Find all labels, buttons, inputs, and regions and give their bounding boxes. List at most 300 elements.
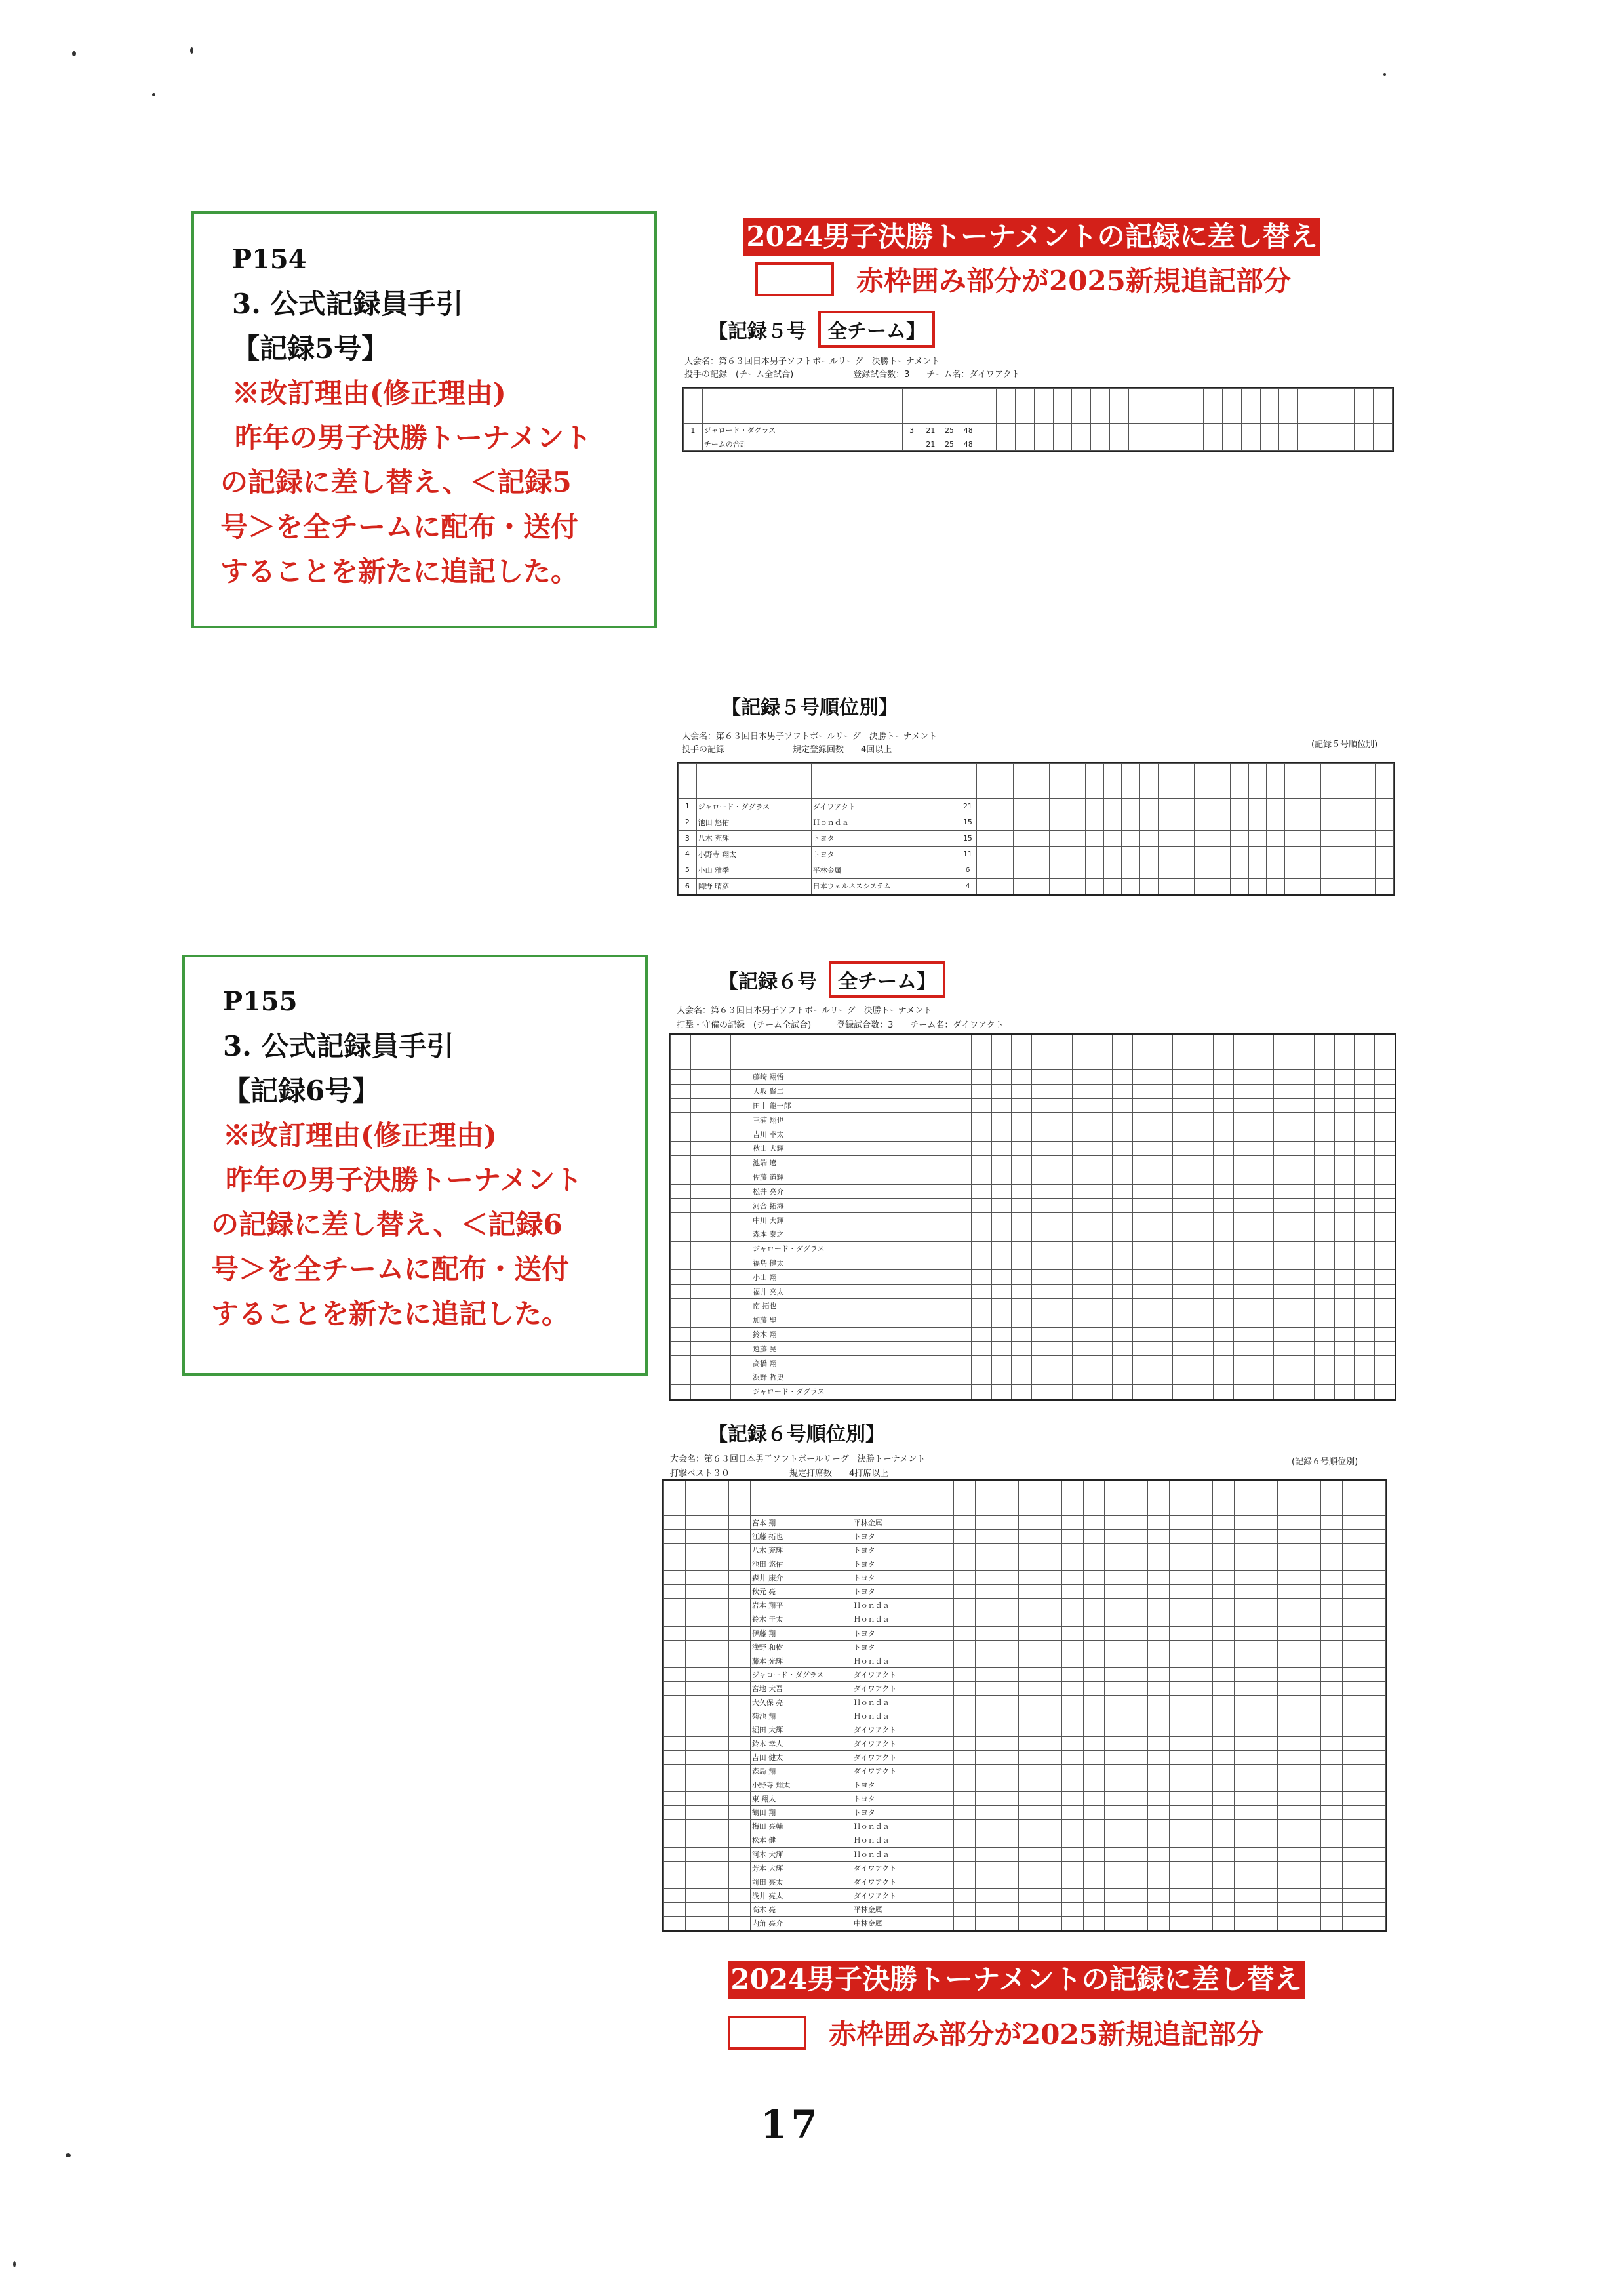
team-name: ダイワアクト xyxy=(852,1751,953,1765)
team-name: Ｈｏｎｄａ xyxy=(852,1709,953,1723)
table-cell xyxy=(664,1626,686,1640)
table-cell xyxy=(1299,1667,1321,1681)
table-cell xyxy=(664,1778,686,1792)
table-cell xyxy=(1105,1640,1126,1654)
table-cell xyxy=(1254,1227,1274,1241)
table-cell xyxy=(1314,1070,1334,1085)
table-cell xyxy=(1040,1916,1061,1930)
table-cell xyxy=(1092,1256,1113,1270)
table-cell xyxy=(1278,1654,1299,1667)
table-cell xyxy=(1034,424,1053,437)
table-cell xyxy=(1113,1370,1133,1385)
table-cell xyxy=(1018,1681,1040,1695)
table-cell xyxy=(1274,1213,1294,1227)
table-cell xyxy=(707,1792,728,1806)
table-row xyxy=(679,799,1394,814)
table-cell xyxy=(997,1888,1018,1902)
table-cell xyxy=(1061,1861,1083,1875)
table-cell xyxy=(1342,1585,1364,1599)
header-cell xyxy=(1375,1035,1395,1070)
table-cell xyxy=(1018,1847,1040,1861)
table-cell xyxy=(1012,1184,1032,1199)
table-cell xyxy=(953,1902,975,1916)
table-cell xyxy=(1274,1155,1294,1170)
table-cell xyxy=(971,1356,991,1370)
table-cell xyxy=(1342,1737,1364,1751)
table-cell xyxy=(1012,1270,1032,1285)
table-cell xyxy=(1128,424,1147,437)
table-cell xyxy=(685,1792,707,1806)
table-cell xyxy=(1105,1847,1126,1861)
table-cell xyxy=(1170,1571,1191,1585)
table-cell xyxy=(1278,1612,1299,1626)
table-cell xyxy=(1294,1285,1315,1299)
table-cell xyxy=(1193,1227,1214,1241)
table-cell xyxy=(1061,1902,1083,1916)
table-cell xyxy=(1132,1113,1153,1127)
table-cell xyxy=(731,1313,751,1327)
table-cell xyxy=(711,1098,731,1113)
table-cell xyxy=(1018,1765,1040,1778)
table-cell xyxy=(707,1820,728,1833)
table-cell xyxy=(1364,1681,1385,1695)
table-cell xyxy=(1052,1213,1072,1227)
table-cell xyxy=(1061,1778,1083,1792)
table-cell xyxy=(685,1654,707,1667)
table-cell xyxy=(1148,1530,1170,1544)
table-cell xyxy=(1191,1530,1213,1544)
table-cell xyxy=(1018,1902,1040,1916)
table-cell xyxy=(1213,1640,1235,1654)
table-cell xyxy=(1083,1667,1105,1681)
scan-speck xyxy=(66,2153,71,2157)
table-cell xyxy=(1193,1213,1214,1227)
table-cell xyxy=(1052,1270,1072,1285)
player-name: 森島 翔 xyxy=(750,1765,852,1778)
table-cell xyxy=(1052,1084,1072,1098)
table-cell xyxy=(1092,1113,1113,1127)
replacement-banner: 2024男子決勝トーナメントの記録に差し替え xyxy=(743,218,1320,256)
table-cell xyxy=(1148,1820,1170,1833)
table-row xyxy=(664,1530,1386,1544)
player-name: ジャロード・ダグラス xyxy=(702,424,902,437)
table-row xyxy=(664,1626,1386,1640)
legend-text: 赤枠囲み部分が2025新規追記部分 xyxy=(856,265,1291,297)
table-cell xyxy=(1173,1342,1193,1356)
table-cell xyxy=(1052,1155,1072,1170)
table-cell xyxy=(1191,1626,1213,1640)
table-cell xyxy=(1061,1585,1083,1599)
table-cell xyxy=(1256,1640,1278,1654)
table-cell xyxy=(977,862,995,878)
table-cell xyxy=(1314,1155,1334,1170)
team-name: 中林金属 xyxy=(852,1916,953,1930)
table-cell xyxy=(1170,1695,1191,1709)
table-cell xyxy=(1235,1723,1256,1736)
table-cell xyxy=(1321,1778,1343,1792)
table-cell xyxy=(971,1142,991,1156)
table-cell xyxy=(731,1327,751,1342)
table-cell xyxy=(664,1612,686,1626)
table-cell xyxy=(1113,1184,1133,1199)
header-cell xyxy=(1040,1481,1061,1516)
table-cell xyxy=(690,1356,711,1370)
table-cell xyxy=(971,1127,991,1142)
player-name: 岡野 晴彦 xyxy=(696,878,811,894)
table-cell xyxy=(1173,1356,1193,1370)
table-cell xyxy=(1052,1370,1072,1385)
table-cell xyxy=(1278,1585,1299,1599)
table-cell xyxy=(1294,1199,1315,1213)
table-cell xyxy=(997,424,1016,437)
table-cell xyxy=(995,846,1013,862)
table-cell xyxy=(728,1902,750,1916)
table-cell xyxy=(1113,1227,1133,1241)
table-cell xyxy=(707,1737,728,1751)
table-cell xyxy=(1321,1751,1343,1765)
table-cell xyxy=(1355,1270,1375,1285)
table-cell xyxy=(1213,1557,1235,1571)
table-cell xyxy=(951,1356,972,1370)
table-cell xyxy=(1334,1142,1355,1156)
table-cell xyxy=(1355,1084,1375,1098)
player-name: 鶴田 翔 xyxy=(750,1806,852,1820)
table-cell xyxy=(690,1084,711,1098)
header-cell xyxy=(1284,764,1303,799)
table-cell xyxy=(1153,1184,1173,1199)
team-name: トヨタ xyxy=(852,1806,953,1820)
table-cell xyxy=(1235,1667,1256,1681)
table-cell xyxy=(1092,1098,1113,1113)
table-cell xyxy=(1321,1765,1343,1778)
table-cell xyxy=(1299,1681,1321,1695)
player-name: 南 拓也 xyxy=(751,1299,951,1313)
table-cell xyxy=(1092,1241,1113,1256)
table-cell xyxy=(975,1667,997,1681)
player-name: 三浦 翔也 xyxy=(751,1113,951,1127)
table-cell xyxy=(1012,1142,1032,1156)
table-cell xyxy=(975,1765,997,1778)
table-cell xyxy=(1235,1557,1256,1571)
table-cell xyxy=(1040,1654,1061,1667)
table-cell xyxy=(1294,1241,1315,1256)
record5-rank-sheet xyxy=(677,762,1395,896)
table-cell xyxy=(1061,1667,1083,1681)
table-cell xyxy=(1113,1342,1133,1356)
table-cell xyxy=(1113,1113,1133,1127)
table-cell xyxy=(1126,1778,1148,1792)
table-cell xyxy=(997,1557,1018,1571)
table-cell xyxy=(664,1695,686,1709)
table-cell xyxy=(1148,1751,1170,1765)
table-cell xyxy=(971,1327,991,1342)
table-cell xyxy=(1132,1227,1153,1241)
table-cell xyxy=(1321,1847,1343,1861)
table-row xyxy=(679,846,1394,862)
table-cell xyxy=(1274,1113,1294,1127)
scan-speck xyxy=(13,2261,16,2267)
table-cell xyxy=(1148,1681,1170,1695)
table-cell xyxy=(1173,1313,1193,1327)
table-cell xyxy=(1213,1612,1235,1626)
table-cell xyxy=(1254,1155,1274,1170)
table-cell xyxy=(1018,1667,1040,1681)
table-cell xyxy=(1132,1299,1153,1313)
table-cell xyxy=(1170,1585,1191,1599)
player-name: 松本 健 xyxy=(750,1833,852,1847)
table-cell xyxy=(731,1256,751,1270)
table-cell xyxy=(1213,1888,1235,1902)
table-cell xyxy=(728,1861,750,1875)
table-cell xyxy=(1321,846,1339,862)
table-cell xyxy=(1170,1916,1191,1930)
table-cell xyxy=(1254,1113,1274,1127)
table-row xyxy=(664,1709,1386,1723)
table-cell xyxy=(977,814,995,830)
table-cell xyxy=(1105,1585,1126,1599)
player-name: 池端 遼 xyxy=(751,1155,951,1170)
table-cell xyxy=(707,1599,728,1612)
table-cell xyxy=(1233,1184,1254,1199)
table-cell xyxy=(1375,1299,1395,1313)
table-cell xyxy=(1126,1557,1148,1571)
table-cell xyxy=(1193,1084,1214,1098)
table-cell xyxy=(1254,1098,1274,1113)
table-cell xyxy=(971,1384,991,1399)
table-cell xyxy=(1148,1557,1170,1571)
table-row xyxy=(664,1833,1386,1847)
table-cell xyxy=(1375,1370,1395,1385)
record5-sheet xyxy=(682,387,1394,452)
table-cell xyxy=(1061,1888,1083,1902)
table-cell xyxy=(1083,1681,1105,1695)
table-cell xyxy=(971,1155,991,1170)
table-cell xyxy=(1034,437,1053,451)
table-cell xyxy=(1299,1751,1321,1765)
table-cell xyxy=(1126,1806,1148,1820)
table-cell xyxy=(1016,437,1035,451)
table-cell xyxy=(1113,1084,1133,1098)
table-cell xyxy=(1375,1384,1395,1399)
table-cell xyxy=(1299,1806,1321,1820)
team-name: 平林金属 xyxy=(811,862,959,878)
table-cell xyxy=(1235,1599,1256,1612)
header-cell xyxy=(685,1481,707,1516)
table-cell xyxy=(685,1612,707,1626)
table-cell xyxy=(1214,1155,1234,1170)
table-cell xyxy=(1214,1170,1234,1184)
header-cell xyxy=(1012,1035,1032,1070)
table-cell xyxy=(997,1723,1018,1736)
table-cell xyxy=(1126,1681,1148,1695)
table-cell xyxy=(951,1155,972,1170)
table-cell xyxy=(1299,1861,1321,1875)
table-cell xyxy=(1375,1113,1395,1127)
table-cell xyxy=(997,1654,1018,1667)
table-cell xyxy=(1294,1313,1315,1327)
table-cell xyxy=(1191,1737,1213,1751)
table-cell xyxy=(1052,1384,1072,1399)
table-cell xyxy=(1256,1737,1278,1751)
table-cell xyxy=(991,1270,1012,1285)
header-cell xyxy=(1260,389,1279,424)
table-cell xyxy=(1126,1861,1148,1875)
table-row xyxy=(664,1640,1386,1654)
table-cell xyxy=(1092,1313,1113,1327)
table-cell xyxy=(690,1270,711,1285)
table-cell xyxy=(991,1313,1012,1327)
table-cell xyxy=(1113,1213,1133,1227)
table-cell xyxy=(1061,1916,1083,1930)
table-cell xyxy=(1153,1241,1173,1256)
table-cell xyxy=(1170,1612,1191,1626)
table-cell xyxy=(1375,1070,1395,1085)
table-cell xyxy=(711,1155,731,1170)
table-cell xyxy=(1278,1820,1299,1833)
table-cell xyxy=(1376,862,1394,878)
table-cell xyxy=(1040,1516,1061,1530)
table-cell xyxy=(1375,1199,1395,1213)
table-cell xyxy=(1231,862,1249,878)
table-cell xyxy=(1321,1723,1343,1736)
table-cell xyxy=(1342,1778,1364,1792)
table-cell xyxy=(711,1313,731,1327)
table-row xyxy=(671,1299,1395,1313)
table-cell xyxy=(1339,846,1357,862)
table-cell xyxy=(1278,1571,1299,1585)
player-name: 吉田 健太 xyxy=(750,1751,852,1765)
table-row xyxy=(679,830,1394,846)
table-cell xyxy=(997,1626,1018,1640)
header-cell xyxy=(971,1035,991,1070)
table-cell xyxy=(1012,1127,1032,1142)
table-cell xyxy=(711,1184,731,1199)
table-cell xyxy=(671,1142,691,1156)
table-row xyxy=(664,1861,1386,1875)
table-cell xyxy=(1086,799,1104,814)
table-cell xyxy=(1204,437,1223,451)
header-cell xyxy=(997,1481,1018,1516)
table-cell xyxy=(1213,1833,1235,1847)
table-cell xyxy=(1364,1861,1385,1875)
table-cell xyxy=(997,1709,1018,1723)
table-row xyxy=(664,1806,1386,1820)
table-row xyxy=(664,1916,1386,1930)
table-cell xyxy=(1012,1370,1032,1385)
table-cell xyxy=(690,1241,711,1256)
table-cell xyxy=(690,1113,711,1127)
table-cell xyxy=(711,1356,731,1370)
table-cell xyxy=(1113,1384,1133,1399)
table-cell xyxy=(971,1070,991,1085)
table-cell xyxy=(1299,1875,1321,1888)
table-cell xyxy=(1191,1599,1213,1612)
table-cell xyxy=(975,1626,997,1640)
table-cell xyxy=(711,1270,731,1285)
header-cell xyxy=(711,1035,731,1070)
table-cell xyxy=(1105,1709,1126,1723)
table-cell xyxy=(1139,862,1158,878)
table-cell xyxy=(953,1599,975,1612)
table-cell xyxy=(1256,1820,1278,1833)
table-cell xyxy=(707,1654,728,1667)
table-cell xyxy=(1132,1270,1153,1285)
table-cell xyxy=(731,1113,751,1127)
table-cell xyxy=(1336,437,1355,451)
table-cell xyxy=(1052,1070,1072,1085)
table-cell xyxy=(953,1557,975,1571)
header-cell xyxy=(1032,1035,1052,1070)
table-cell xyxy=(1274,1127,1294,1142)
table-row xyxy=(664,1695,1386,1709)
table-cell xyxy=(953,1806,975,1820)
table-cell xyxy=(1126,1667,1148,1681)
table-cell xyxy=(1342,1888,1364,1902)
table-cell xyxy=(1342,1681,1364,1695)
reason-line: 昨年の男子決勝トーナメント xyxy=(207,422,592,454)
table-cell xyxy=(1113,1070,1133,1085)
player-name: 小山 雅季 xyxy=(696,862,811,878)
table-cell xyxy=(664,1585,686,1599)
table-cell xyxy=(975,1516,997,1530)
table-cell xyxy=(1032,1370,1052,1385)
table-cell xyxy=(1278,1626,1299,1640)
table-cell xyxy=(1191,1916,1213,1930)
table-cell xyxy=(1364,1585,1385,1599)
table-cell xyxy=(707,1557,728,1571)
table-cell xyxy=(997,1902,1018,1916)
table-cell xyxy=(975,1820,997,1833)
table-cell xyxy=(1299,1640,1321,1654)
table-cell xyxy=(1083,1557,1105,1571)
player-name: 中川 大輝 xyxy=(751,1213,951,1227)
table-cell xyxy=(1364,1723,1385,1736)
table-cell xyxy=(1212,862,1231,878)
table-header-row xyxy=(664,1481,1386,1516)
table-cell xyxy=(1132,1155,1153,1170)
table-cell xyxy=(1254,1184,1274,1199)
table-cell xyxy=(1321,1544,1343,1557)
table-cell xyxy=(1083,1778,1105,1792)
table-cell xyxy=(728,1751,750,1765)
header-cell xyxy=(1092,1035,1113,1070)
table-cell xyxy=(1357,846,1376,862)
table-cell xyxy=(731,1184,751,1199)
table-cell xyxy=(971,1299,991,1313)
table-cell xyxy=(1299,1695,1321,1709)
table-cell xyxy=(1139,846,1158,862)
header-cell xyxy=(1248,764,1267,799)
header-cell xyxy=(978,389,997,424)
table-cell xyxy=(1314,1142,1334,1156)
table-cell xyxy=(1122,862,1140,878)
table-cell xyxy=(1321,1585,1343,1599)
record5-title-text: 【記録５号 xyxy=(708,320,806,343)
table-cell xyxy=(1376,814,1394,830)
page-ref: P155 xyxy=(223,986,298,1017)
table-cell xyxy=(690,1227,711,1241)
table-cell xyxy=(1233,1142,1254,1156)
table-cell xyxy=(707,1875,728,1888)
table-cell xyxy=(664,1861,686,1875)
header-cell xyxy=(852,1481,953,1516)
table-cell: 15 xyxy=(959,814,977,830)
table-cell xyxy=(1126,1544,1148,1557)
table-cell xyxy=(1342,1916,1364,1930)
table-cell xyxy=(1032,1213,1052,1227)
table-cell xyxy=(977,878,995,894)
table-cell xyxy=(1170,1681,1191,1695)
